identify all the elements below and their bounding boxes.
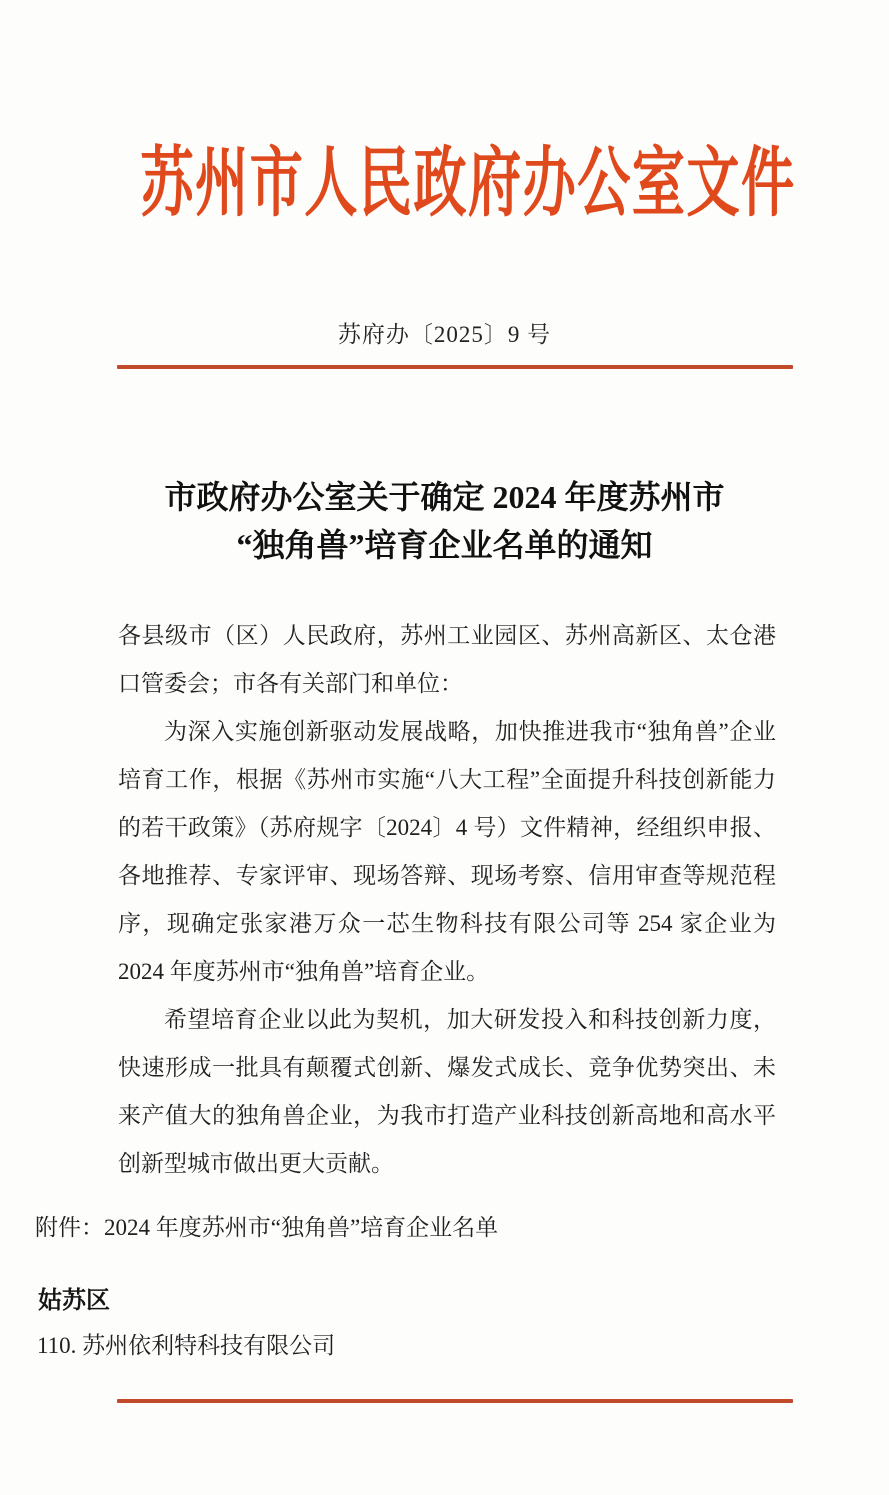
body-paragraph-1: 为深入实施创新驱动发展战略，加快推进我市“独角兽”企业培育工作，根据《苏州市实施“八大工程”全面提升科技创新能力的若干政策》（苏府规字〔2024〕4 号）文件精神，经组织申报、各地推荐、专家评审、现场答辩、现场考察、信用审查等规范程序，现确定张家港万众一芯生物科技有限公司等 254 家企业为 2024 年度苏州市“独角兽”培育企业。 <box>118 719 776 984</box>
red-divider-top <box>117 365 793 369</box>
document-number: 苏府办〔2025〕9 号 <box>337 322 552 347</box>
letterhead-title: 苏州市人民政府办公室文件 <box>140 142 796 226</box>
company-list-item: 110. 苏州依利特科技有限公司 <box>37 1333 336 1358</box>
document-title-line-2: “独角兽”培育企业名单的通知 <box>236 527 653 563</box>
body-paragraph-2: 希望培育企业以此为契机，加大研发投入和科技创新力度，快速形成一批具有颠覆式创新、爆发式成长、竞争优势突出、未来产值大的独角兽企业，为我市打造产业科技创新高地和高水平创新型城市做出更大贡献。 <box>118 1007 776 1176</box>
district-heading: 姑苏区 <box>38 1287 110 1314</box>
attachment-line: 附件：2024 年度苏州市“独角兽”培育企业名单 <box>35 1215 499 1240</box>
salutation-paragraph: 各县级市（区）人民政府，苏州工业园区、苏州高新区、太仓港口管委会；市各有关部门和单位： <box>118 623 776 696</box>
letterhead <box>0 132 889 236</box>
document-body <box>118 612 776 1188</box>
document-title-line-1: 市政府办公室关于确定 2024 年度苏州市 <box>164 479 725 515</box>
document-title <box>0 473 889 569</box>
red-divider-bottom <box>117 1399 793 1403</box>
